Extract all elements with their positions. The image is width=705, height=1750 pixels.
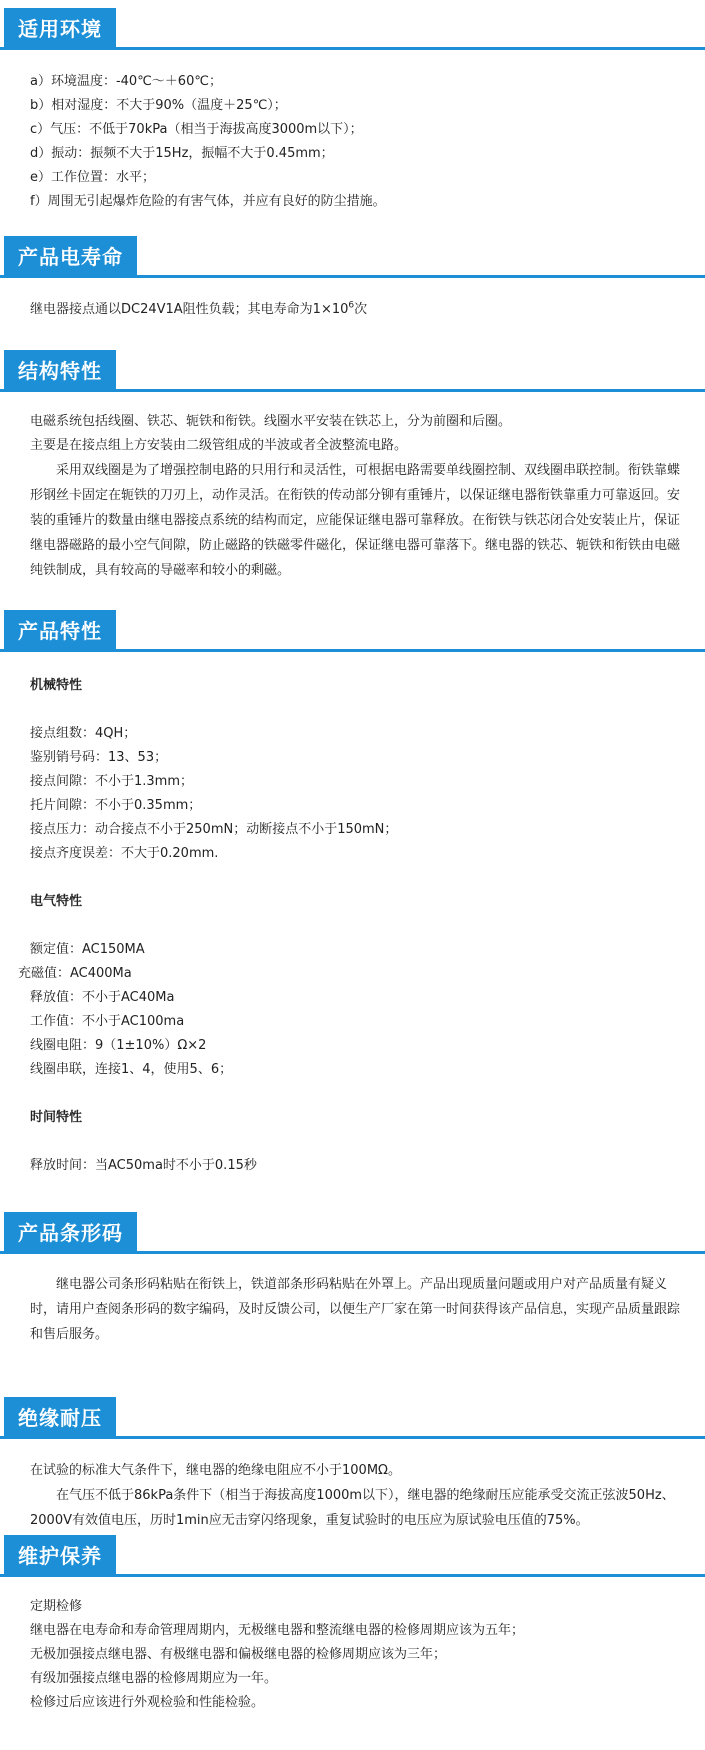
list-item: 有级加强接点继电器的检修周期应为一年。 — [30, 1671, 278, 1686]
section-maintenance — [0, 1535, 705, 1715]
section-body — [0, 652, 705, 1178]
list-item: 检修过后应该进行外观检验和性能检验。 — [30, 1695, 265, 1710]
list-item: 定期检修 — [30, 1599, 83, 1614]
life-text — [30, 298, 691, 322]
section-title: 绝缘耐压 — [4, 1397, 116, 1439]
section-body — [0, 392, 705, 583]
section-header — [0, 8, 705, 50]
list-item: 释放值：不小于AC40Ma — [30, 990, 175, 1005]
section-insulation — [0, 1397, 705, 1533]
section-title: 产品电寿命 — [4, 236, 137, 278]
section-header — [0, 1397, 705, 1439]
section-title: 结构特性 — [4, 350, 116, 392]
list-item: 充磁值：AC400Ma — [18, 966, 132, 981]
life-exponent: 6 — [348, 300, 355, 311]
list-item: 托片间隙：不小于0.35mm； — [30, 798, 202, 813]
section-environment — [0, 8, 705, 214]
list-item: 接点齐度误差：不大于0.20mm. — [30, 846, 219, 861]
section-life — [0, 236, 705, 322]
structure-line: 电磁系统包括线圈、铁芯、轭铁和衔铁。线圈水平安装在铁芯上，分为前圈和后圈。 — [30, 414, 512, 429]
structure-paragraph: 采用双线圈是为了增强控制电路的只用行和灵活性，可根据电路需要单线圈控制、双线圈串联控制。衔铁靠蝶形钢丝卡固定在轭铁的刀刃上，动作灵活。在衔铁的传动部分铆有重锤片，以保证继电器衔铁靠重力可靠返回。安装的重锤片的数量由继电器接点系统的结构而定，应能保证继电器可靠释放。在衔铁与铁芯闭合处安装止片，保证继电器磁路的最小空气间隙，防止磁路的铁磁零件磁化，保证继电器可靠落下。继电器的铁芯、轭铁和衔铁由电磁纯铁制成，具有较高的导磁率和较小的剩磁。 — [30, 463, 681, 578]
section-title: 维护保养 — [4, 1535, 116, 1577]
section-body — [0, 1439, 705, 1533]
list-item: 接点组数：4QH； — [30, 726, 137, 741]
list-item: c）气压：不低于70kPa（相当于海拔高度3000m以下）； — [30, 122, 363, 137]
structure-line: 主要是在接点组上方安装由二级管组成的半波或者全波整流电路。 — [30, 438, 408, 453]
list-item: 接点间隙：不小于1.3mm； — [30, 774, 194, 789]
list-item: 释放时间：当AC50ma时不小于0.15秒 — [30, 1158, 257, 1173]
electrical-title: 电气特性 — [30, 894, 83, 909]
section-header — [0, 1212, 705, 1254]
barcode-paragraph: 继电器公司条形码粘贴在衔铁上，铁道部条形码粘贴在外罩上。产品出现质量问题或用户对产品质量有疑义时，请用户查阅条形码的数字编码，及时反馈公司，以便生产厂家在第一时间获得该产品信息，实现产品质量跟踪和售后服务。 — [30, 1277, 681, 1342]
section-structure — [0, 350, 705, 583]
section-header — [0, 350, 705, 392]
list-item: a）环境温度：-40℃～＋60℃； — [30, 74, 222, 89]
section-title: 产品特性 — [4, 610, 116, 652]
life-text-unit: 次 — [354, 302, 368, 317]
list-item: 线圈电阻：9（1±10%）Ω×2 — [30, 1038, 207, 1053]
section-header — [0, 1535, 705, 1577]
section-body — [0, 1577, 705, 1715]
section-body — [0, 50, 705, 214]
section-body — [0, 278, 705, 322]
list-item: 工作值：不小于AC100ma — [30, 1014, 185, 1029]
list-item: b）相对湿度：不大于90%（温度＋25℃）； — [30, 98, 287, 113]
list-item: 鉴别销号码：13、53； — [30, 750, 168, 765]
list-item: d）振动：振频不大于15Hz，振幅不大于0.45mm； — [30, 146, 334, 161]
section-body — [0, 1254, 705, 1347]
timing-title: 时间特性 — [30, 1110, 83, 1125]
section-title: 适用环境 — [4, 8, 116, 50]
section-product — [0, 610, 705, 1178]
life-text-main: 继电器接点通以DC24V1A阻性负载；其电寿命为1×10 — [30, 302, 349, 317]
section-barcode — [0, 1212, 705, 1347]
section-header — [0, 610, 705, 652]
list-item: f）周围无引起爆炸危险的有害气体，并应有良好的防尘措施。 — [30, 194, 386, 209]
mechanical-title: 机械特性 — [30, 678, 83, 693]
list-item: e）工作位置：水平； — [30, 170, 155, 185]
section-title: 产品条形码 — [4, 1212, 137, 1254]
insulation-line: 在试验的标准大气条件下，继电器的绝缘电阻应不小于100MΩ。 — [30, 1463, 401, 1478]
list-item: 接点压力：动合接点不小于250mN；动断接点不小于150mN； — [30, 822, 398, 837]
list-item: 无极加强接点继电器、有极继电器和偏极继电器的检修周期应该为三年； — [30, 1647, 447, 1662]
list-item: 额定值：AC150MA — [30, 942, 145, 957]
section-header — [0, 236, 705, 278]
list-item: 继电器在电寿命和寿命管理周期内，无极继电器和整流继电器的检修周期应该为五年； — [30, 1623, 525, 1638]
list-item: 线圈串联，连接1、4，使用5、6； — [30, 1062, 233, 1077]
insulation-paragraph: 在气压不低于86kPa条件下（相当于海拔高度1000m以下），继电器的绝缘耐压应能承受交流正弦波50Hz、2000V有效值电压，历时1min应无击穿闪络现象，重复试验时的电压应为原试验电压值的75%。 — [30, 1488, 675, 1528]
